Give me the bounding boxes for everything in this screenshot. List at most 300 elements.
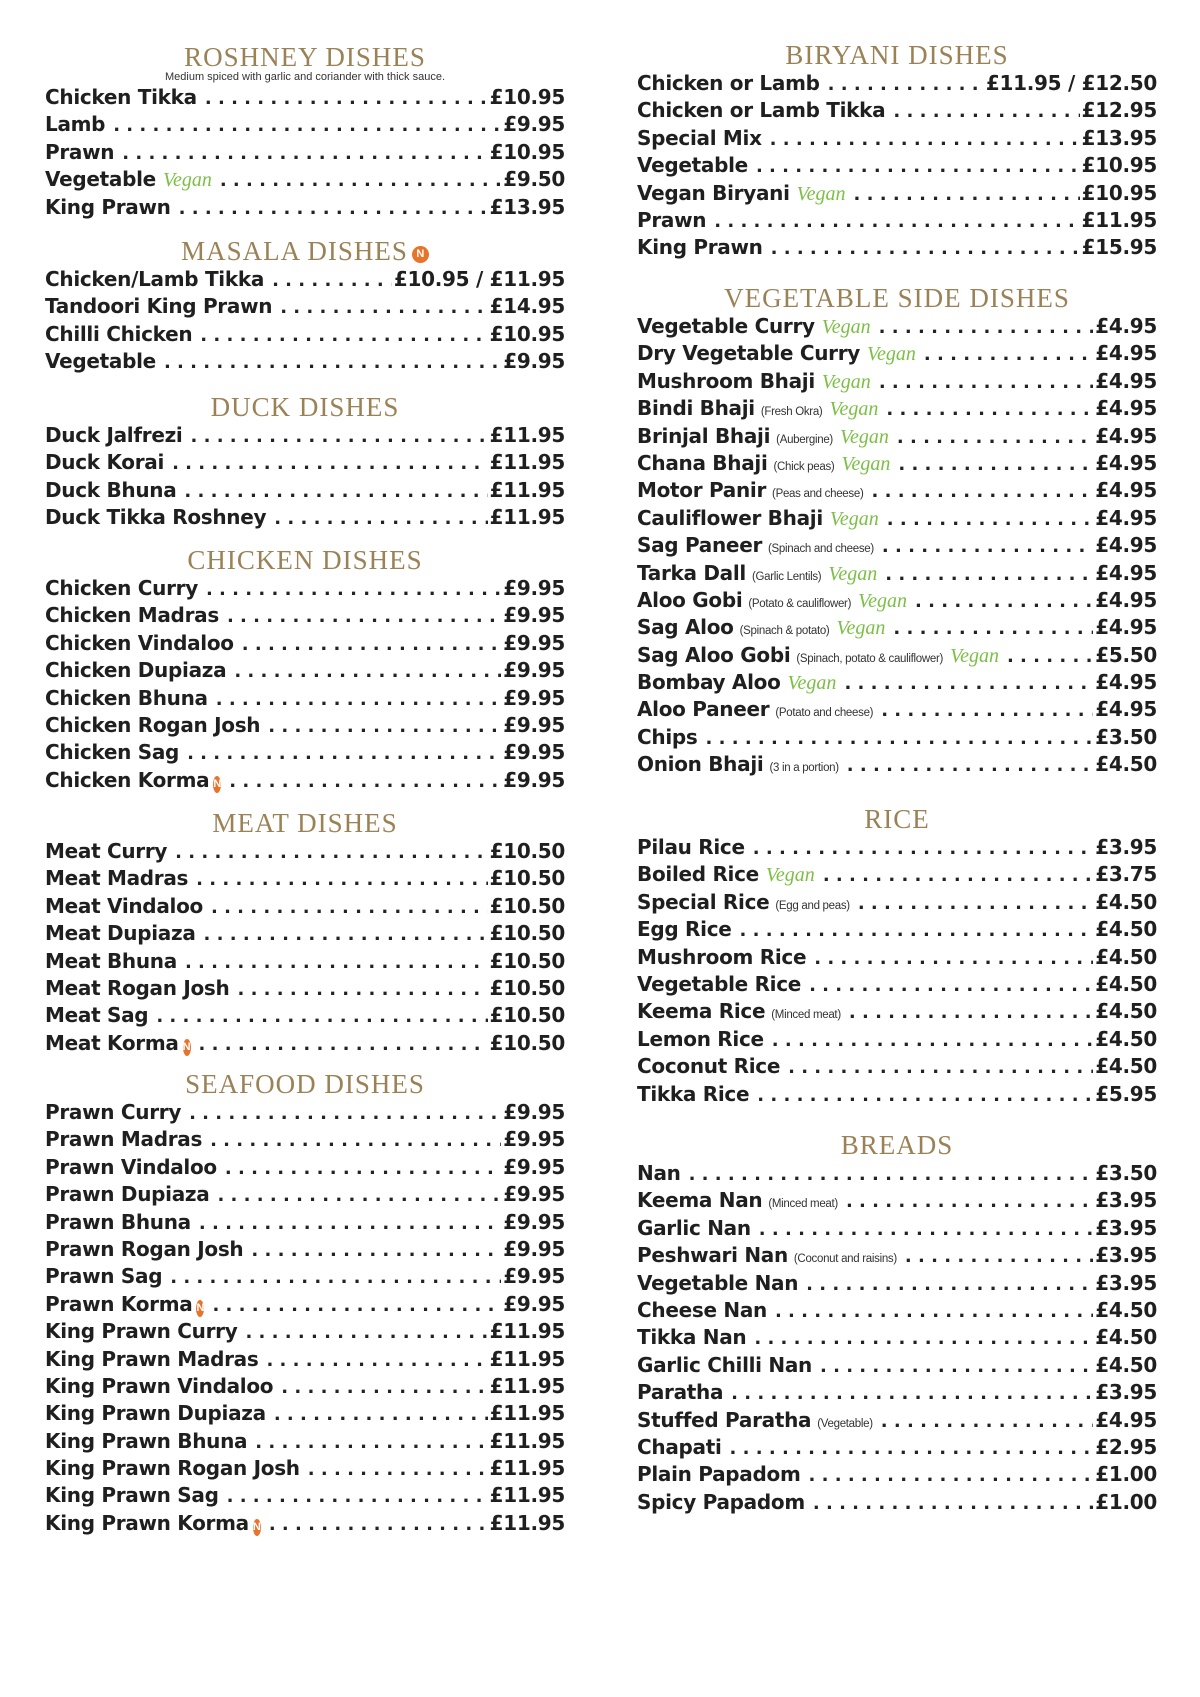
item-price: £3.75	[1095, 862, 1157, 887]
item-price: £3.50	[1095, 1161, 1157, 1185]
menu-item	[45, 1126, 565, 1153]
dot-leader	[266, 1347, 487, 1374]
section-heading-text: ROSHNEY DISHES	[184, 42, 426, 72]
item-price: £11.95	[1081, 207, 1157, 232]
item-name: Mushroom Bhaji	[637, 368, 815, 393]
vegan-label: Vegan	[858, 589, 907, 612]
item-price: £9.95	[503, 1264, 565, 1289]
dot-leader	[879, 369, 1093, 396]
menu-item	[637, 724, 1157, 751]
menu-item	[637, 1407, 1157, 1434]
item-note: (Minced meat)	[771, 1009, 841, 1022]
menu-item	[637, 1352, 1157, 1379]
menu-item	[45, 630, 565, 657]
item-name: Motor Panir	[637, 478, 767, 503]
dot-leader	[893, 615, 1093, 642]
menu-item	[45, 166, 565, 193]
item-price: £10.50	[489, 1030, 565, 1055]
item-name: Duck Bhuna	[45, 477, 177, 502]
dot-leader	[844, 670, 1093, 697]
item-price: £11.95	[489, 477, 565, 502]
menu-item	[637, 889, 1157, 916]
dot-leader	[849, 999, 1093, 1026]
item-price: £9.95	[503, 1154, 565, 1179]
item-price: £10.50	[489, 839, 565, 863]
dot-leader	[885, 561, 1093, 588]
item-price: £11.95	[489, 1428, 565, 1453]
dot-leader	[234, 658, 501, 685]
menu-item	[45, 194, 565, 221]
dot-leader	[731, 1380, 1093, 1407]
item-note: (Spinach and cheese)	[768, 543, 874, 556]
menu-item	[637, 1187, 1157, 1214]
menu-item	[45, 1154, 565, 1181]
menu-item	[637, 505, 1157, 532]
item-price: £10.50	[489, 948, 565, 973]
item-name: Chicken Korma	[45, 767, 210, 792]
menu-item	[637, 1489, 1157, 1516]
menu-item	[637, 368, 1157, 395]
item-name: Prawn Bhuna	[45, 1209, 191, 1234]
item-price: £4.50	[1095, 944, 1157, 969]
dot-leader	[775, 1298, 1093, 1325]
dot-leader	[200, 322, 487, 349]
menu-section-roshney-dishes	[45, 42, 565, 221]
item-price: £4.50	[1095, 889, 1157, 914]
vegan-label: Vegan	[836, 617, 886, 640]
item-name: Nan	[637, 1161, 681, 1185]
dot-leader	[251, 1237, 501, 1264]
dot-leader	[740, 917, 1094, 944]
item-price: £4.95	[1095, 560, 1157, 585]
menu-section-meat-dishes	[45, 808, 565, 1057]
menu-item	[45, 865, 565, 892]
dot-leader	[881, 697, 1093, 724]
item-name: Chicken/Lamb Tikka	[45, 267, 265, 291]
item-name: Plain Papadom	[637, 1462, 801, 1487]
menu-item	[45, 575, 565, 602]
menu-item	[45, 1400, 565, 1427]
menu-item	[45, 266, 565, 293]
item-name: King Prawn Dupiaza	[45, 1401, 266, 1426]
dot-leader	[881, 1408, 1093, 1435]
item-name: Coconut Rice	[637, 1054, 781, 1079]
item-name: Chilli Chicken	[45, 321, 193, 346]
item-price: £13.95	[1081, 125, 1157, 150]
dot-leader	[814, 945, 1093, 972]
menu-item	[637, 1081, 1157, 1108]
menu-item	[45, 1181, 565, 1208]
vegan-label: Vegan	[950, 644, 999, 667]
dot-leader	[242, 631, 502, 658]
dot-leader	[190, 423, 487, 450]
section-heading	[637, 283, 1157, 313]
menu-item	[45, 1263, 565, 1290]
section-heading	[45, 1069, 565, 1099]
item-name: Chana Bhaji	[637, 450, 768, 475]
menu-section-rice	[637, 804, 1157, 1108]
item-price: £9.95	[503, 630, 565, 655]
item-name: Bindi Bhaji	[637, 396, 755, 421]
menu-item	[45, 685, 565, 712]
menu-item	[637, 560, 1157, 587]
item-price: £4.95	[1095, 368, 1157, 393]
item-price: £4.95	[1095, 314, 1157, 338]
item-price: £4.50	[1095, 971, 1157, 996]
item-name: Vegetable Curry	[637, 314, 815, 338]
item-name: Tikka Rice	[637, 1081, 750, 1106]
menu-item	[637, 395, 1157, 422]
section-heading-text: CHICKEN DISHES	[187, 545, 423, 575]
item-note: (Spinach & potato)	[739, 625, 830, 638]
item-price: £10.50	[489, 866, 565, 891]
item-name: King Prawn Curry	[45, 1319, 238, 1344]
item-price: £10.50	[489, 975, 565, 1000]
item-name: Prawn Korma	[45, 1291, 193, 1316]
item-name: Mushroom Rice	[637, 944, 807, 969]
dot-leader	[893, 98, 1079, 125]
item-name: Brinjal Bhaji	[637, 423, 771, 448]
menu-item	[45, 1099, 565, 1126]
dot-leader	[204, 921, 488, 948]
section-heading	[45, 545, 565, 575]
dot-leader	[269, 1511, 488, 1538]
dot-leader	[846, 1188, 1093, 1215]
item-price: £4.95	[1095, 423, 1157, 448]
item-price: £3.50	[1095, 724, 1157, 749]
item-price: £4.95	[1095, 587, 1157, 612]
item-name: King Prawn Madras	[45, 1346, 259, 1371]
item-note: (Egg and peas)	[775, 899, 850, 912]
item-name: King Prawn Vindaloo	[45, 1373, 274, 1398]
item-price: £4.95	[1095, 670, 1157, 695]
item-price: £9.95	[503, 1209, 565, 1234]
menu-section-vegetable-side-dishes	[637, 283, 1157, 779]
item-name: Prawn Curry	[45, 1100, 182, 1124]
item-name: Meat Sag	[45, 1003, 149, 1028]
dot-leader	[756, 153, 1080, 180]
item-name: King Prawn Korma	[45, 1510, 249, 1535]
item-name: Vegetable	[45, 349, 156, 374]
item-price: £10.95	[489, 85, 565, 109]
item-name: King Prawn Bhuna	[45, 1428, 248, 1453]
item-price: £4.50	[1095, 1325, 1157, 1350]
item-price: £11.95	[489, 505, 565, 530]
item-price: £12.95	[1081, 98, 1157, 123]
menu-item	[637, 423, 1157, 450]
item-name: Meat Madras	[45, 866, 189, 891]
item-price: £4.50	[1095, 1026, 1157, 1051]
dot-leader	[164, 349, 501, 376]
item-price: £9.95	[503, 712, 565, 737]
dot-leader	[227, 603, 501, 630]
menu-item	[637, 944, 1157, 971]
item-price: £4.50	[1095, 1297, 1157, 1322]
item-name: Meat Dupiaza	[45, 921, 196, 946]
menu-item	[637, 180, 1157, 207]
item-name: Vegetable Rice	[637, 971, 802, 996]
menu-section-masala-dishes	[45, 236, 565, 376]
vegan-label: Vegan	[821, 370, 871, 393]
dot-leader	[187, 740, 501, 767]
item-name: Keema Rice	[637, 999, 766, 1024]
dot-leader	[175, 839, 487, 866]
menu-item	[637, 1053, 1157, 1080]
menu-item	[45, 1209, 565, 1236]
item-note: (Spinach, potato & cauliflower)	[796, 652, 944, 665]
item-name: Lemon Rice	[637, 1026, 764, 1051]
item-note: (Fresh Okra)	[760, 406, 823, 419]
item-price: £4.95	[1095, 697, 1157, 722]
item-name: Pilau Rice	[637, 835, 745, 859]
item-name: Prawn Rogan Josh	[45, 1236, 244, 1261]
menu-item	[45, 893, 565, 920]
menu-section-breads	[637, 1130, 1157, 1516]
vegan-label: Vegan	[839, 425, 889, 448]
item-price: £9.95	[503, 349, 565, 374]
dot-leader	[211, 894, 488, 921]
item-note: (Garlic Lentils)	[752, 570, 822, 583]
item-price: £4.95	[1095, 615, 1157, 640]
item-name: Duck Korai	[45, 450, 165, 475]
section-heading	[45, 392, 565, 422]
item-name: Chicken Sag	[45, 740, 180, 765]
item-price: £11.95	[489, 1346, 565, 1371]
dot-leader	[858, 890, 1093, 917]
menu-item	[45, 767, 565, 794]
dot-leader	[245, 1319, 487, 1346]
menu-item	[45, 1510, 565, 1537]
item-name: Prawn Sag	[45, 1264, 163, 1289]
menu-item	[637, 1160, 1157, 1187]
menu-item	[45, 1236, 565, 1263]
dot-leader	[272, 267, 392, 294]
dot-leader	[809, 972, 1093, 999]
dot-leader	[189, 1100, 501, 1127]
dot-leader	[886, 396, 1093, 423]
item-name: Vegetable	[45, 167, 156, 192]
dot-leader	[706, 725, 1094, 752]
dot-leader	[714, 208, 1079, 235]
menu-item	[45, 739, 565, 766]
item-price: £11.95	[489, 1373, 565, 1398]
menu-item	[637, 669, 1157, 696]
item-price: £9.50	[503, 167, 565, 192]
item-price: £9.95	[503, 767, 565, 792]
nut-warning-icon: N	[412, 246, 429, 263]
item-name: Special Rice	[637, 889, 770, 914]
item-price: £9.95	[503, 1236, 565, 1261]
item-price: £11.95	[489, 450, 565, 475]
section-heading-text: BREADS	[840, 1130, 954, 1160]
item-name: Stuffed Paratha	[637, 1407, 812, 1432]
item-price: £10.95	[1081, 180, 1157, 205]
item-price: £4.50	[1095, 999, 1157, 1024]
vegan-label: Vegan	[796, 182, 846, 205]
item-name: Cauliflower Bhaji	[637, 505, 823, 530]
dot-leader	[268, 713, 501, 740]
item-name: Tikka Nan	[637, 1325, 747, 1350]
menu-item	[45, 1373, 565, 1400]
dot-leader	[274, 1401, 488, 1428]
item-price: £5.95	[1095, 1081, 1157, 1106]
item-name: King Prawn Rogan Josh	[45, 1456, 300, 1481]
item-price: £1.00	[1095, 1462, 1157, 1487]
nut-warning-icon: N	[183, 1039, 191, 1056]
section-heading	[45, 236, 565, 266]
item-name: Chicken or Lamb	[637, 71, 820, 95]
item-name: Chicken Dupiaza	[45, 658, 227, 683]
section-heading-text: BIRYANI DISHES	[785, 40, 1009, 70]
dot-leader	[199, 1210, 501, 1237]
menu-item	[45, 422, 565, 449]
item-name: Duck Tikka Roshney	[45, 505, 267, 530]
item-name: Special Mix	[637, 125, 762, 150]
dot-leader	[237, 976, 487, 1003]
dot-leader	[772, 1027, 1093, 1054]
item-name: Sag Aloo	[637, 615, 734, 640]
menu-item	[45, 111, 565, 138]
menu-item	[45, 139, 565, 166]
item-name: Prawn Madras	[45, 1127, 203, 1152]
dot-leader	[225, 1155, 501, 1182]
item-note: (Minced meat)	[768, 1198, 838, 1211]
menu-item	[45, 1002, 565, 1029]
menu-item	[637, 751, 1157, 778]
item-price: £9.95	[503, 112, 565, 137]
item-name: Spicy Papadom	[637, 1489, 805, 1514]
dot-leader	[823, 862, 1093, 889]
section-heading-text: RICE	[864, 804, 930, 834]
item-price: £14.95	[489, 294, 565, 319]
dot-leader	[185, 949, 488, 976]
section-heading	[637, 40, 1157, 70]
dot-leader	[280, 294, 487, 321]
section-heading	[637, 1130, 1157, 1160]
section-heading-text: MEAT DISHES	[212, 808, 398, 838]
menu-item	[637, 834, 1157, 861]
dot-leader	[820, 1353, 1093, 1380]
item-price: £9.95	[503, 740, 565, 765]
menu-item	[637, 1215, 1157, 1242]
vegan-label: Vegan	[829, 507, 879, 530]
menu-item	[637, 1270, 1157, 1297]
item-price: £4.95	[1095, 478, 1157, 503]
menu-item	[637, 1026, 1157, 1053]
item-name: Aloo Gobi	[637, 587, 743, 612]
menu-item	[637, 642, 1157, 669]
item-price: £13.95	[489, 194, 565, 219]
dot-leader	[281, 1374, 487, 1401]
item-name: Prawn Vindaloo	[45, 1154, 217, 1179]
menu-item	[45, 920, 565, 947]
item-price: £9.95	[503, 576, 565, 600]
item-name: Egg Rice	[637, 917, 732, 942]
item-price: £11.95	[489, 1319, 565, 1344]
vegan-label: Vegan	[867, 343, 916, 366]
section-heading	[637, 804, 1157, 834]
vegan-label: Vegan	[787, 672, 837, 695]
item-name: Boiled Rice	[637, 862, 759, 887]
item-price: £3.95	[1095, 1188, 1157, 1213]
item-price: £3.95	[1095, 835, 1157, 859]
vegan-label: Vegan	[841, 452, 891, 475]
item-name: King Prawn Sag	[45, 1483, 219, 1508]
item-name: Chicken Tikka	[45, 85, 197, 109]
item-price: £4.95	[1095, 533, 1157, 558]
item-price: £11.95	[489, 1483, 565, 1508]
menu-section-chicken-dishes	[45, 545, 565, 794]
item-name: Tandoori King Prawn	[45, 294, 273, 319]
item-price: £1.00	[1095, 1489, 1157, 1514]
item-note: (Vegetable)	[817, 1417, 873, 1430]
section-heading-text: MASALA DISHES	[181, 236, 408, 266]
item-price: £10.50	[489, 921, 565, 946]
item-price: £9.95	[503, 603, 565, 628]
menu-item	[637, 207, 1157, 234]
menu-item	[637, 450, 1157, 477]
menu-section-biryani-dishes	[637, 40, 1157, 262]
menu-item	[637, 532, 1157, 559]
item-name: Chips	[637, 724, 698, 749]
dot-leader	[227, 1483, 488, 1510]
item-note: (Coconut and raisins)	[793, 1253, 897, 1266]
item-name: King Prawn	[45, 194, 171, 219]
nut-warning-icon: N	[213, 776, 221, 793]
item-name: Prawn Dupiaza	[45, 1182, 210, 1207]
menu-item	[637, 587, 1157, 614]
menu-item	[45, 84, 565, 111]
dot-leader	[113, 112, 501, 139]
menu-item	[45, 1030, 565, 1057]
item-name: Chicken Bhuna	[45, 685, 208, 710]
item-name: Paratha	[637, 1380, 724, 1405]
dot-leader	[771, 235, 1080, 262]
nut-warning-icon: N	[253, 1519, 261, 1536]
menu-item	[45, 712, 565, 739]
item-name: Garlic Chilli Nan	[637, 1352, 812, 1377]
item-name: Chicken Vindaloo	[45, 630, 234, 655]
dot-leader	[730, 1435, 1094, 1462]
item-price: £3.95	[1095, 1380, 1157, 1405]
dot-leader	[813, 1490, 1093, 1517]
item-name: Aloo Paneer	[637, 697, 770, 722]
dot-leader	[122, 140, 487, 167]
dot-leader	[217, 1182, 501, 1209]
item-note: (Aubergine)	[776, 433, 833, 446]
menu-item	[637, 614, 1157, 641]
dot-leader	[206, 576, 501, 603]
vegan-label: Vegan	[829, 398, 879, 421]
item-price: £9.95	[503, 1182, 565, 1207]
menu-item	[637, 1379, 1157, 1406]
dot-leader	[172, 450, 488, 477]
item-note: (Potato and cheese)	[775, 707, 874, 720]
item-price: £4.50	[1095, 917, 1157, 942]
item-price: £3.95	[1095, 1243, 1157, 1268]
menu-item	[637, 916, 1157, 943]
section-heading-text: SEAFOOD DISHES	[185, 1069, 425, 1099]
item-name: Peshwari Nan	[637, 1243, 788, 1268]
item-price: £4.95	[1095, 341, 1157, 366]
menu-item	[45, 838, 565, 865]
section-heading-text: DUCK DISHES	[210, 392, 400, 422]
item-name: Meat Korma	[45, 1030, 179, 1055]
item-price: £3.95	[1095, 1215, 1157, 1240]
item-name: Keema Nan	[637, 1188, 763, 1213]
dot-leader	[210, 1127, 501, 1154]
item-price: £4.95	[1095, 450, 1157, 475]
